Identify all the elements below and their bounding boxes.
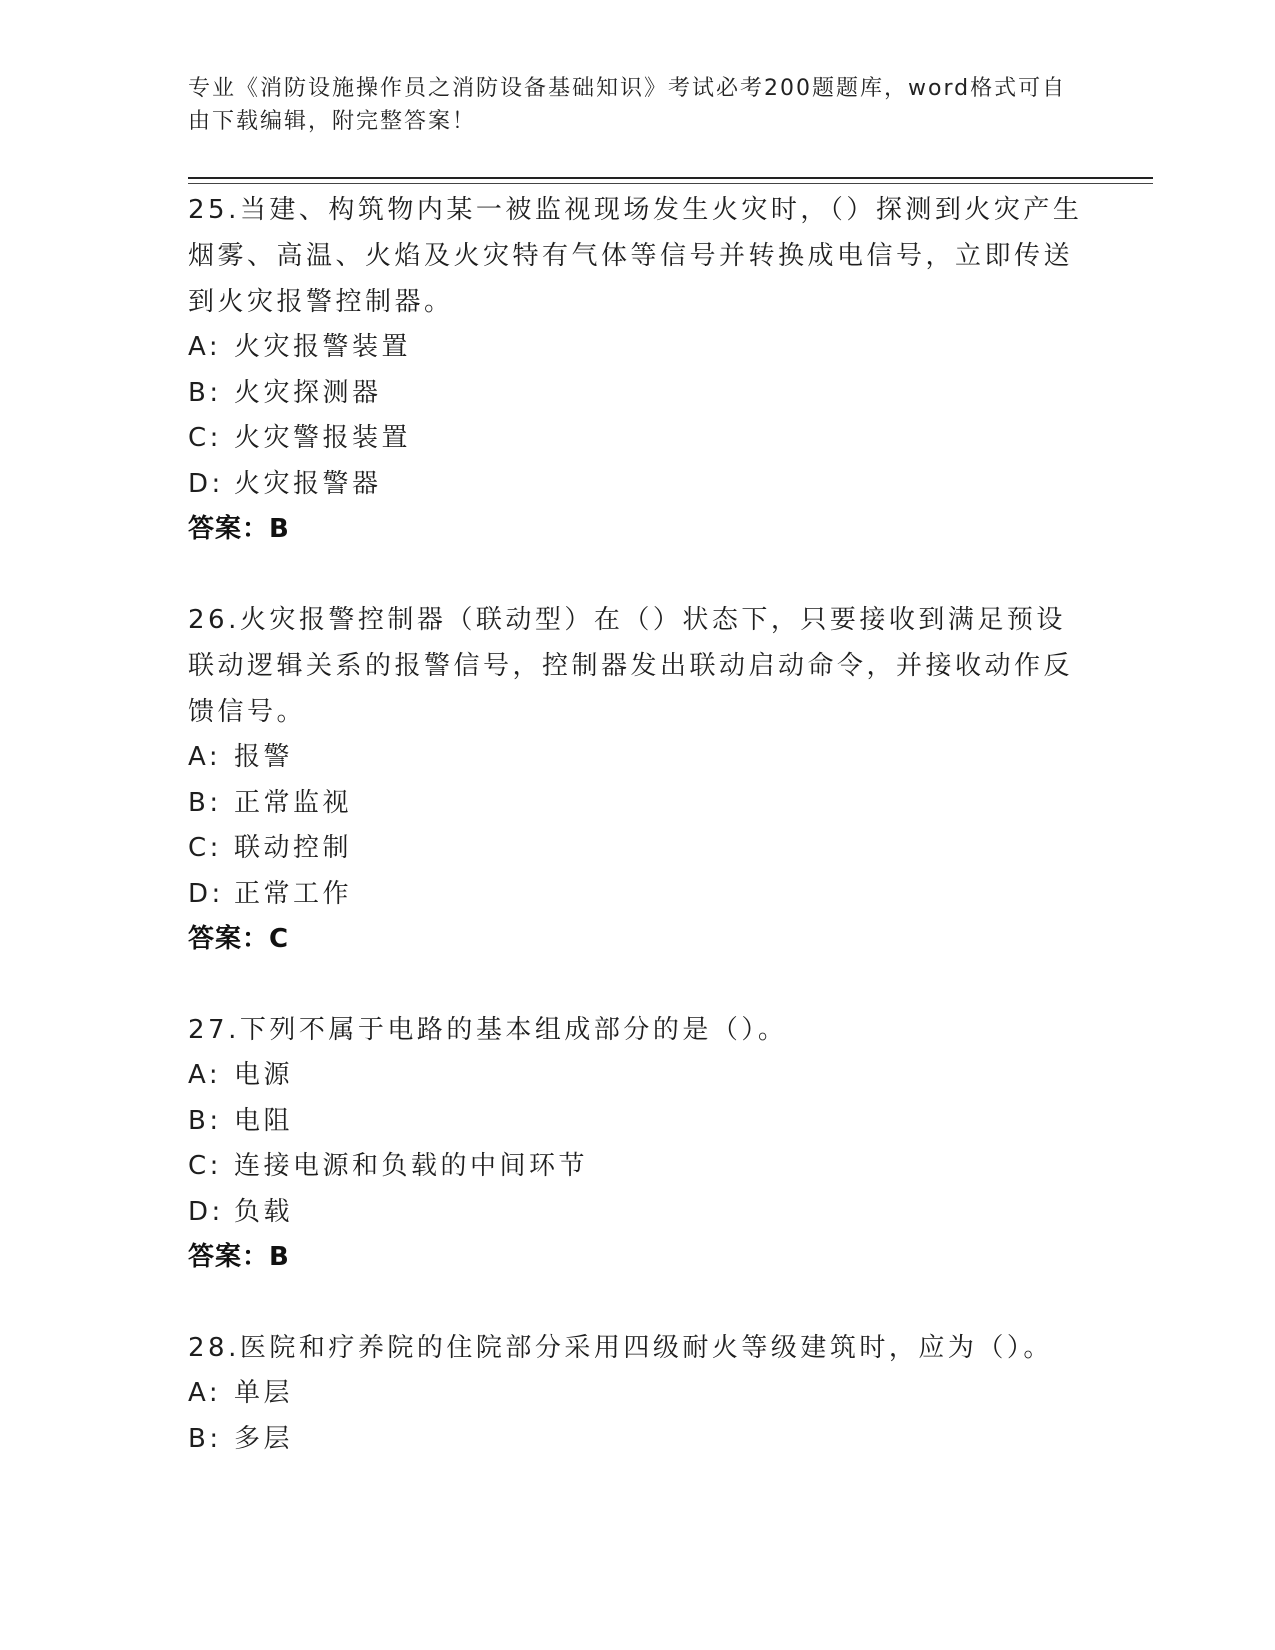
option-a bbox=[188, 1053, 1088, 1099]
option-text: 单层 bbox=[234, 1378, 294, 1408]
option-c bbox=[188, 1144, 1088, 1190]
question-text: 28.医院和疗养院的住院部分采用四级耐火等级建筑时，应为（）。 bbox=[188, 1333, 1053, 1363]
option-a bbox=[188, 735, 1088, 781]
option-key: D: bbox=[188, 468, 224, 499]
option-text: 多层 bbox=[234, 1423, 294, 1454]
option-text: 火灾警报装置 bbox=[234, 423, 412, 453]
option-key: D: bbox=[188, 878, 224, 909]
option-key: C: bbox=[188, 1151, 222, 1181]
option-text: 正常监视 bbox=[234, 787, 353, 818]
option-text: 连接电源和负载的中间环节 bbox=[234, 1151, 589, 1181]
option-text: 正常工作 bbox=[234, 878, 353, 909]
option-b bbox=[188, 781, 1088, 827]
option-d bbox=[188, 1190, 1088, 1236]
question-text: 25.当建、构筑物内某一被监视现场发生火灾时，（）探测到火灾产生烟雾、高温、火焰及火灾特有气体等信号并转换成电信号，立即传送到火灾报警控制器。 bbox=[188, 195, 1083, 317]
option-text: 联动控制 bbox=[234, 833, 353, 863]
option-key: D: bbox=[188, 1196, 224, 1227]
option-key: B: bbox=[188, 1105, 222, 1136]
answer-line: 答案：B bbox=[188, 1242, 290, 1272]
option-key: C: bbox=[188, 833, 222, 863]
question-27 bbox=[188, 1007, 1088, 1280]
question-25 bbox=[188, 187, 1088, 552]
option-key: B: bbox=[188, 1423, 222, 1454]
answer-line: 答案：B bbox=[188, 514, 290, 544]
option-key: A: bbox=[188, 1378, 222, 1408]
question-text: 27.下列不属于电路的基本组成部分的是（）。 bbox=[188, 1015, 788, 1045]
question-spacer bbox=[188, 1280, 1088, 1325]
option-key: B: bbox=[188, 377, 222, 408]
option-text: 电阻 bbox=[234, 1105, 294, 1136]
option-key: C: bbox=[188, 423, 222, 453]
option-key: A: bbox=[188, 1060, 222, 1090]
option-c bbox=[188, 416, 1088, 462]
option-key: A: bbox=[188, 742, 222, 772]
option-c bbox=[188, 826, 1088, 872]
document-header: 专业《消防设施操作员之消防设备基础知识》考试必考200题题库，word格式可自由下载编辑，附完整答案！ bbox=[188, 76, 1067, 134]
answer-line: 答案：C bbox=[188, 924, 290, 954]
option-key: B: bbox=[188, 787, 222, 818]
option-d bbox=[188, 462, 1088, 508]
header-divider-thin bbox=[188, 183, 1153, 184]
question-text: 26.火灾报警控制器（联动型）在（）状态下，只要接收到满足预设联动逻辑关系的报警信号，控制器发出联动启动命令，并接收动作反馈信号。 bbox=[188, 605, 1074, 727]
question-spacer bbox=[188, 962, 1088, 1007]
option-text: 报警 bbox=[234, 742, 294, 772]
option-d bbox=[188, 872, 1088, 918]
option-text: 火灾探测器 bbox=[234, 377, 382, 408]
option-b bbox=[188, 1417, 1088, 1463]
option-key: A: bbox=[188, 332, 222, 362]
question-28 bbox=[188, 1325, 1088, 1462]
option-text: 火灾报警器 bbox=[234, 468, 382, 499]
option-text: 负载 bbox=[234, 1196, 294, 1227]
option-text: 火灾报警装置 bbox=[234, 332, 412, 362]
header-divider-thick bbox=[188, 177, 1153, 179]
option-text: 电源 bbox=[234, 1060, 294, 1090]
question-26 bbox=[188, 597, 1088, 962]
option-b bbox=[188, 1099, 1088, 1145]
option-a bbox=[188, 325, 1088, 371]
question-list bbox=[188, 187, 1088, 1462]
option-b bbox=[188, 371, 1088, 417]
option-a bbox=[188, 1371, 1088, 1417]
question-spacer bbox=[188, 552, 1088, 597]
